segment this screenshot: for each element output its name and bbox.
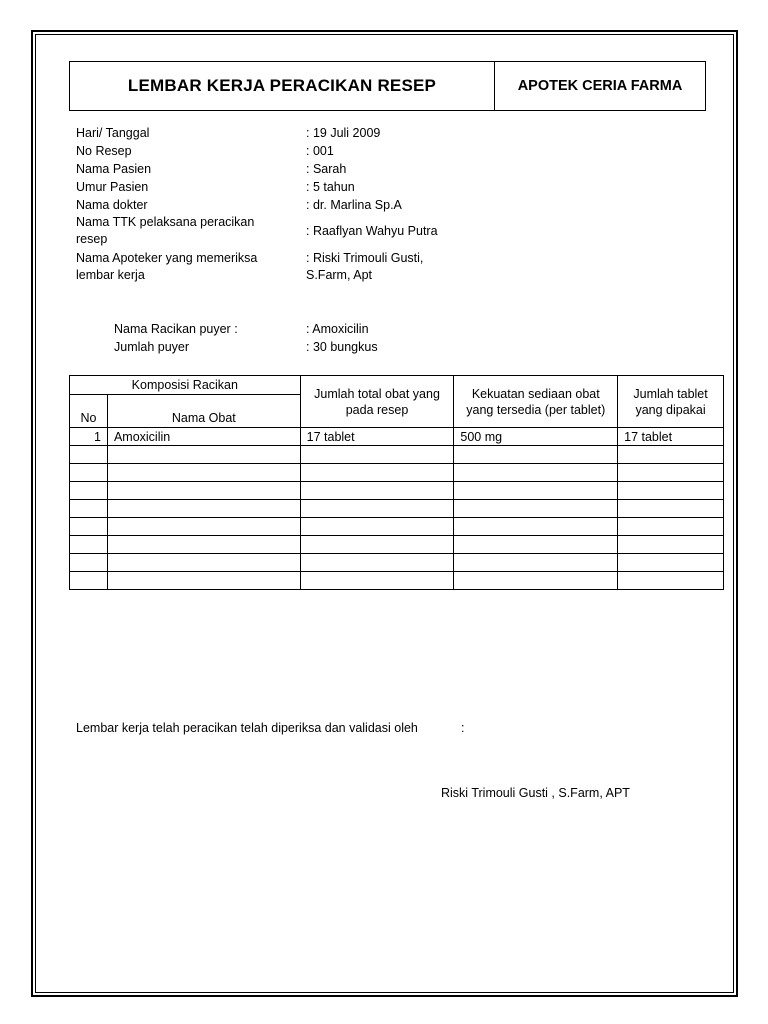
info-value-line: S.Farm, Apt [306,267,372,282]
row-number-cell [70,572,108,590]
row-number-cell [70,482,108,500]
strength-cell: 500 mg [454,428,618,446]
tablets-used-cell: 17 tablet [618,428,724,446]
column-header-total-amount [300,376,454,428]
info-value: : Raaflyan Wahyu Putra [306,224,438,238]
table-row [70,536,724,554]
info-row-date [76,124,676,142]
row-number-cell: 1 [70,428,108,446]
row-number-cell [70,536,108,554]
tablets-used-cell [618,482,724,500]
info-row-doctor [76,196,676,214]
document-title: LEMBAR KERJA PERACIKAN RESEP [70,62,495,110]
column-header-strength [454,376,618,428]
info-label: Umur Pasien [76,180,149,194]
document-header [69,61,706,111]
info-label-line: Nama Apoteker yang memeriksa [76,251,258,265]
compound-count-row [114,338,378,356]
column-header-no: No [70,395,108,428]
info-value: : 5 tahun [306,180,355,194]
tablets-used-cell [618,500,724,518]
drug-name-cell [107,464,300,482]
signer-name: Riski Trimouli Gusti , S.Farm, APT [441,786,630,800]
table-row [70,464,724,482]
compound-name-value: : Amoxicilin [306,322,369,336]
header-line: yang tersedia (per tablet) [466,402,606,417]
tablets-used-cell [618,554,724,572]
row-number-cell [70,446,108,464]
info-row-pharmacist [76,250,676,284]
column-header-tablets-used [618,376,724,428]
info-label [76,250,306,284]
validation-colon: : [461,721,465,735]
header-line: Jumlah tablet [633,386,708,401]
drug-name-cell [107,500,300,518]
drug-name-cell [107,536,300,554]
tablets-used-cell [618,446,724,464]
compound-name-label: Nama Racikan puyer : [114,322,238,336]
column-header-drug-name: Nama Obat [107,395,300,428]
info-label: Hari/ Tanggal [76,126,150,140]
tablets-used-cell [618,572,724,590]
composition-table-body [70,428,724,590]
drug-name-cell: Amoxicilin [107,428,300,446]
total-amount-cell [300,500,454,518]
pharmacy-name: APOTEK CERIA FARMA [517,78,683,94]
drug-name-cell [107,446,300,464]
total-amount-cell [300,518,454,536]
compound-count-label: Jumlah puyer [114,340,190,354]
header-line: pada resep [345,402,409,417]
info-label: Nama Pasien [76,162,152,176]
info-label [76,214,306,248]
row-number-cell [70,464,108,482]
header-line: Jumlah total obat yang [314,386,440,401]
table-row [70,572,724,590]
row-number-cell [70,554,108,572]
tablets-used-cell [618,464,724,482]
drug-name-cell [107,482,300,500]
header-line: Kekuatan sediaan obat [471,386,600,401]
info-row-patient-age [76,178,676,196]
info-label-line: lembar kerja [76,267,145,282]
info-label-line: resep [76,231,108,246]
validation-note: Lembar kerja telah peracikan telah diperiksa dan validasi oleh [76,721,418,735]
total-amount-cell [300,536,454,554]
strength-cell [454,572,618,590]
info-value-line: : Riski Trimouli Gusti, [306,251,424,265]
table-row [70,554,724,572]
info-row-compounder [76,214,676,248]
compound-info [114,320,378,356]
info-label-line: Nama TTK pelaksana peracikan [76,215,255,229]
total-amount-cell [300,572,454,590]
row-number-cell [70,500,108,518]
info-value [306,250,676,284]
compound-count-value: : 30 bungkus [306,340,378,354]
prescription-info [76,124,676,284]
tablets-used-cell [618,518,724,536]
table-row [70,518,724,536]
strength-cell [454,518,618,536]
strength-cell [454,554,618,572]
table-row [70,482,724,500]
total-amount-cell [300,464,454,482]
drug-name-cell [107,554,300,572]
header-line: yang dipakai [635,402,706,417]
total-amount-cell: 17 tablet [300,428,454,446]
info-value: : Sarah [306,162,347,176]
tablets-used-cell [618,536,724,554]
table-row [70,500,724,518]
strength-cell [454,500,618,518]
table-row [70,428,724,446]
total-amount-cell [300,446,454,464]
drug-name-cell [107,518,300,536]
info-label: Nama dokter [76,198,148,212]
strength-cell [454,536,618,554]
info-row-patient-name [76,160,676,178]
info-label: No Resep [76,144,132,158]
table-row [70,446,724,464]
total-amount-cell [300,554,454,572]
strength-cell [454,446,618,464]
info-value: : 001 [306,144,334,158]
composition-table [69,375,724,590]
strength-cell [454,482,618,500]
info-value: : 19 Juli 2009 [306,126,381,140]
total-amount-cell [300,482,454,500]
compound-name-row [114,320,378,338]
drug-name-cell [107,572,300,590]
strength-cell [454,464,618,482]
info-row-prescription-number [76,142,676,160]
row-number-cell [70,518,108,536]
composition-group-header: Komposisi Racikan [70,376,301,395]
info-value: : dr. Marlina Sp.A [306,198,402,212]
